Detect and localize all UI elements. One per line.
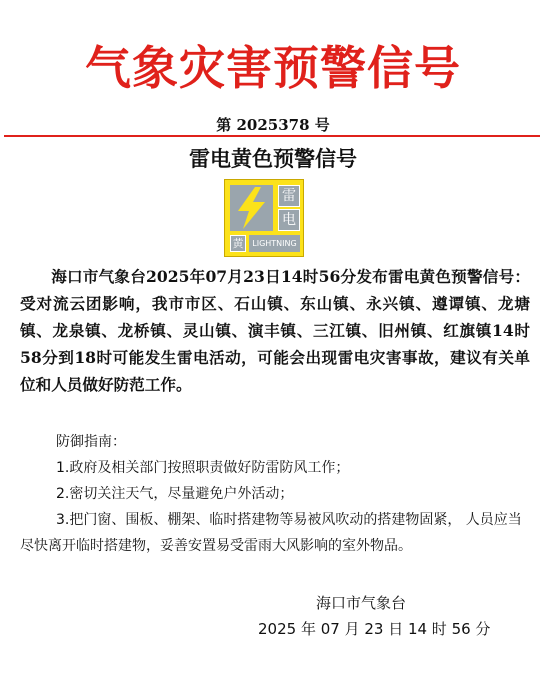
defense-guide-item-3: 3.把门窗、围板、棚架、临时搭建物等易被风吹动的搭建物固紧， 人员应当尽快离开临时搭建物，妥善安置易受雷雨大风影响的室外物品。 [20,512,522,554]
issuer-signature: 海口市气象台 [316,594,407,612]
defense-guide-title: 防御指南： [56,434,126,450]
warning-body-paragraph: 海口市气象台2025年07月23日14时56分发布雷电黄色预警信号：受对流云团影响，我市市区、石山镇、东山镇、永兴镇、遵谭镇、龙塘镇、龙泉镇、龙桥镇、灵山镇、演丰镇、三江镇、旧州镇、红旗镇14时58分到18时可能发生雷电活动，可能会出现雷电灾害事故，建议有关单位和人员做好防范工作。 [20,267,530,394]
header-divider [4,135,540,137]
defense-guide-item-1: 1.政府及相关部门按照职责做好防雷防风工作； [56,460,350,476]
lightning-warning-icon [224,179,304,257]
lightning-bolt-icon [230,185,273,231]
issue-date: 2025 年 07 月 23 日 14 时 56 分 [258,620,491,638]
document-number: 第 2025378 号 [216,116,330,134]
signal-title: 雷电黄色预警信号 [189,147,357,171]
icon-char-lei: 雷 [278,185,300,207]
icon-english-label: LIGHTNING [249,235,300,252]
defense-guide-item-2: 2.密切关注天气，尽量避免户外活动； [56,486,294,502]
warning-header-title: 气象灾害预警信号 [85,41,461,95]
icon-char-level: 黄 [230,235,246,252]
icon-char-dian: 电 [278,209,300,231]
